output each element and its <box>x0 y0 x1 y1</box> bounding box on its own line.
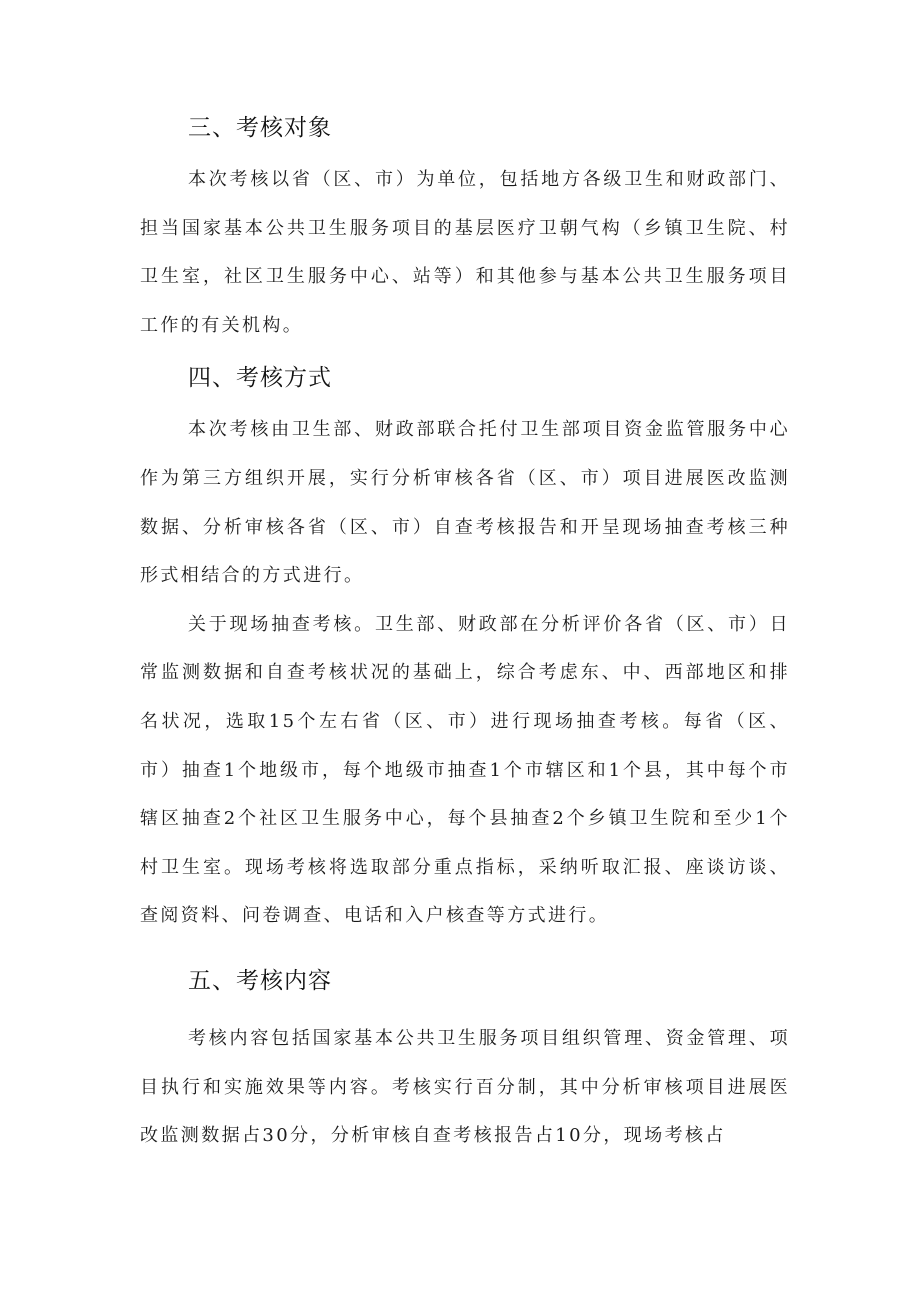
section-4-paragraph-1: 本次考核由卫生部、财政部联合托付卫生部项目资金监管服务中心作为第三方组织开展，实行分析审核各省（区、市）项目进展医改监测数据、分析审核各省（区、市）自查考核报告和开呈现场抽查考核三种形式相结合的方式进行。 <box>140 419 790 587</box>
section-5-paragraph-1: 考核内容包括国家基本公共卫生服务项目组织管理、资金管理、项目执行和实施效果等内容。考核实行百分制，其中分析审核项目进展医改监测数据占30分，分析审核自查考核报告占10分，现场考核占 <box>140 1027 790 1147</box>
section-4-paragraph-2: 关于现场抽查考核。卫生部、财政部在分析评价各省（区、市）日常监测数据和自查考核状况的基础上，综合考虑东、中、西部地区和排名状况，选取15个左右省（区、市）进行现场抽查考核。每省（区、市）抽查1个地级市，每个地级市抽查1个市辖区和1个县，其中每个市辖区抽查2个社区卫生服务中心，每个县抽查2个乡镇卫生院和至少1个村卫生室。现场考核将选取部分重点指标，采纳听取汇报、座谈访谈、查阅资料、问卷调查、电话和入户核查等方式进行。 <box>140 613 790 927</box>
section-3-paragraph-1: 本次考核以省（区、市）为单位，包括地方各级卫生和财政部门、担当国家基本公共卫生服务项目的基层医疗卫朝气构（乡镇卫生院、村卫生室，社区卫生服务中心、站等）和其他参与基本公共卫生服务项目工作的有关机构。 <box>140 169 790 336</box>
document-body <box>140 100 790 1161</box>
section-4-heading: 四、考核方式 <box>188 365 332 392</box>
section-5-heading: 五、考核内容 <box>188 967 332 994</box>
section-3-heading: 三、考核对象 <box>188 115 332 141</box>
